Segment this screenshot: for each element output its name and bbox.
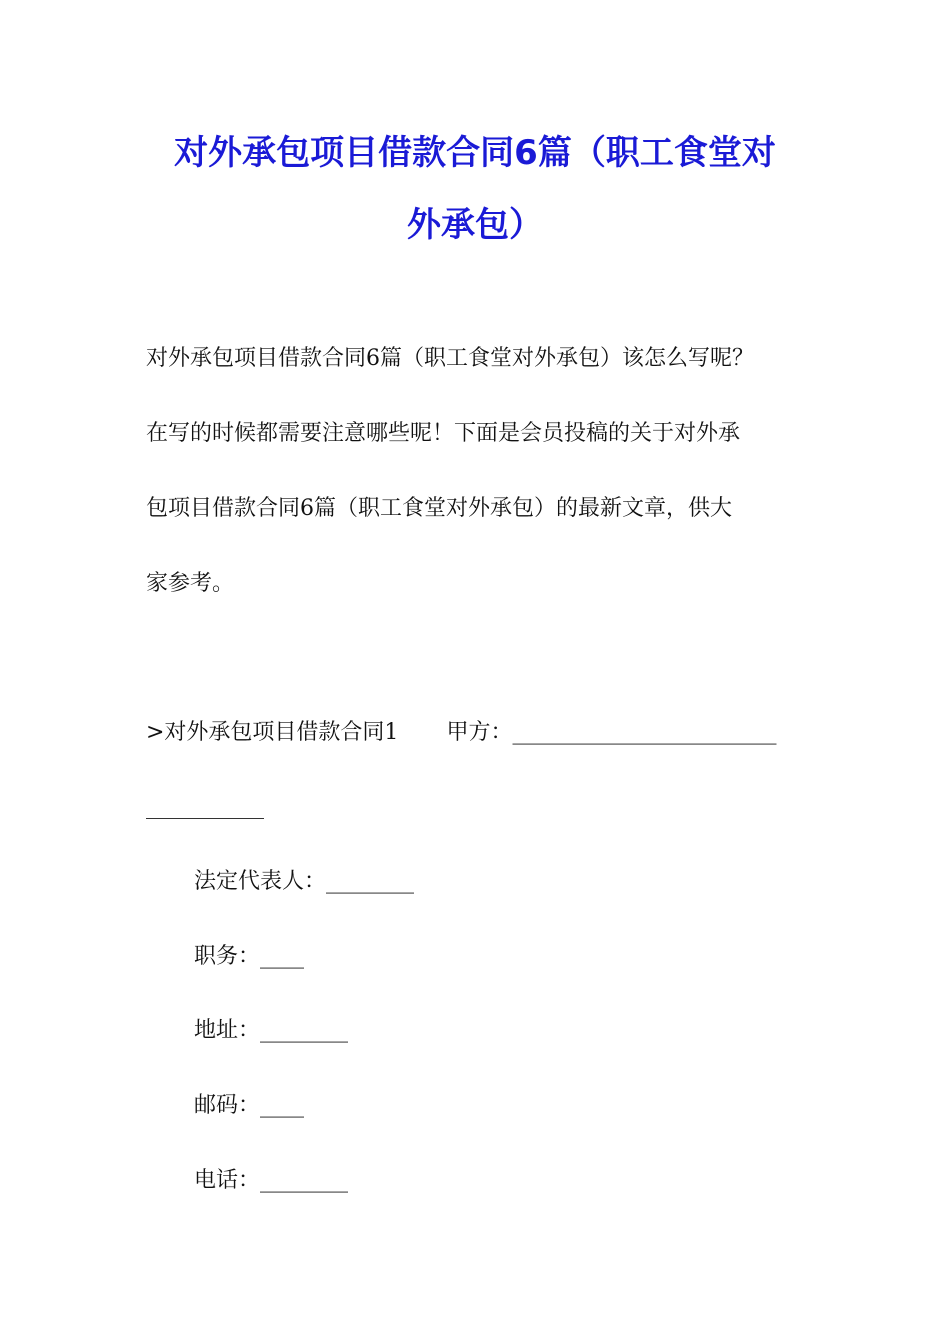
section-1-heading-row [146,722,776,744]
document-title-line-1: 对外承包项目借款合同6篇（职工食堂对 [174,133,776,173]
phone-field: 电话：________ [194,1168,349,1193]
intro-line-1: 对外承包项目借款合同6篇（职工食堂对外承包）该怎么写呢？ [146,346,754,371]
intro-line-4: 家参考。 [146,571,235,596]
document-title-line-2: 外承包） [407,205,543,245]
legal-representative-field: 法定代表人：________ [194,869,415,894]
address-field: 地址：________ [194,1018,349,1043]
postcode-field: 邮码：____ [194,1093,305,1118]
intro-line-3: 包项目借款合同6篇（职工食堂对外承包）的最新文章，供大 [146,496,732,521]
intro-line-2: 在写的时候都需要注意哪些呢！下面是会员投稿的关于对外承 [146,421,741,446]
party-a-label: 甲方：________________________ [446,720,777,745]
party-a-underline-continued [146,818,264,819]
position-field: 职务：____ [194,944,305,969]
section-1-heading: >对外承包项目借款合同1 [146,720,399,745]
